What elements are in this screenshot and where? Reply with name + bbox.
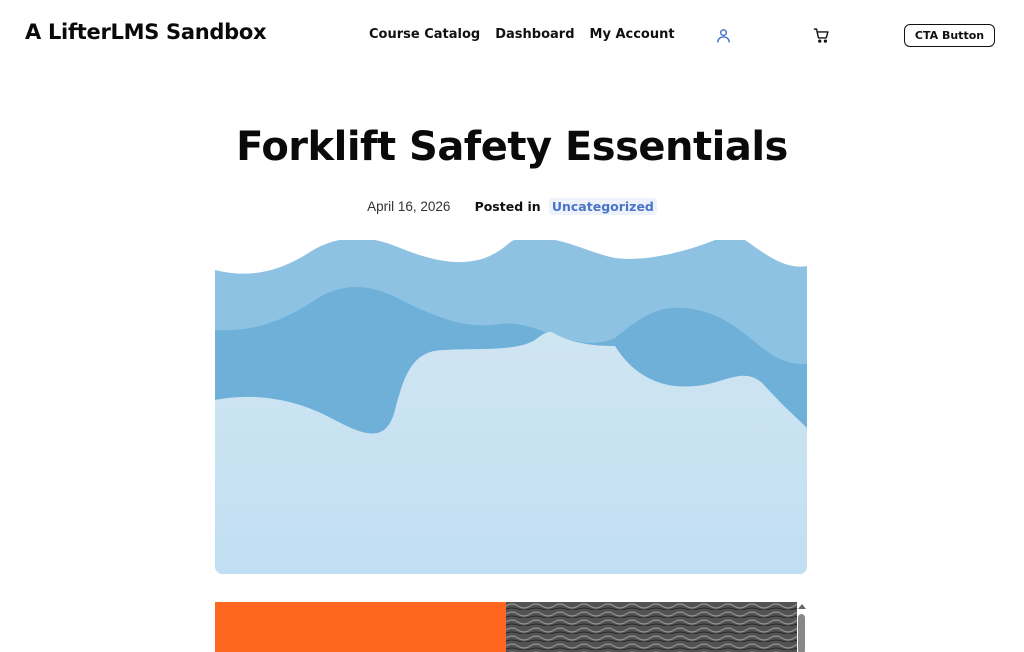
cart-icon[interactable] [813,27,831,45]
embed-scrollbar[interactable] [797,602,807,652]
nav-item-my-account[interactable]: My Account [589,27,675,42]
category-link[interactable]: Uncategorized [549,198,657,215]
media-embed [215,602,807,652]
primary-nav [369,27,675,42]
user-icon[interactable] [715,27,733,45]
post-meta [0,199,1024,215]
nav-item-dashboard[interactable]: Dashboard [495,27,575,42]
cta-button[interactable]: CTA Button [904,24,995,47]
site-header [0,0,1024,72]
scrollbar-thumb[interactable] [798,614,805,652]
orange-panel [215,602,506,652]
water-texture-image [506,602,797,652]
posted-in-label: Posted in [474,199,541,214]
featured-image [215,240,807,574]
nav-item-course-catalog[interactable]: Course Catalog [369,27,481,42]
post-title: Forklift Safety Essentials [236,124,788,170]
scroll-up-icon[interactable] [798,604,806,609]
site-title[interactable]: A LifterLMS Sandbox [25,20,267,44]
post-date: April 16, 2026 [367,199,451,214]
